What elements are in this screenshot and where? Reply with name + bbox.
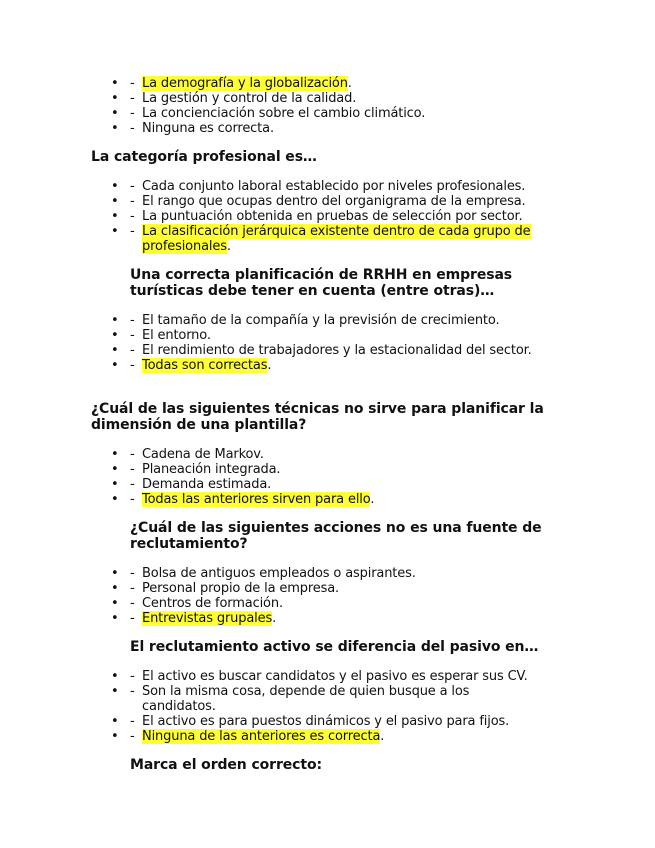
dash: -	[130, 328, 135, 343]
bullet: •	[111, 492, 119, 507]
option-list	[0, 566, 655, 626]
dash: -	[130, 209, 135, 224]
bullet: •	[111, 343, 119, 358]
list-item	[0, 462, 542, 477]
dash: -	[130, 729, 135, 744]
dash: -	[130, 106, 135, 121]
highlighted-answer: Todas las anteriores sirven para ello	[142, 492, 371, 507]
highlighted-answer: La clasificación jerárquica existente dentro de cada grupo de profesionales	[142, 224, 531, 254]
bullet: •	[111, 179, 119, 194]
bullet: •	[111, 581, 119, 596]
option-text: El activo es buscar candidatos y el pasivo es esperar sus CV.	[142, 669, 528, 684]
dash: -	[130, 684, 135, 699]
list-item	[0, 566, 542, 581]
option-text: Personal propio de la empresa.	[142, 581, 340, 596]
dash: -	[130, 343, 135, 358]
list-item	[0, 714, 542, 729]
list-item	[0, 358, 542, 373]
bullet: •	[111, 106, 119, 121]
bullet: •	[111, 714, 119, 729]
option-text: Demanda estimada.	[142, 477, 272, 492]
dash: -	[130, 714, 135, 729]
question-heading: ¿Cuál de las siguientes acciones no es una fuente de reclutamiento?	[130, 520, 542, 552]
bullet: •	[111, 121, 119, 136]
bullet: •	[111, 447, 119, 462]
list-item	[0, 194, 542, 209]
list-item	[0, 611, 542, 626]
list-item	[0, 596, 542, 611]
option-suffix: .	[267, 358, 272, 373]
bullet: •	[111, 596, 119, 611]
list-item	[0, 477, 542, 492]
option-text: El rango que ocupas dentro del organigrama de la empresa.	[142, 194, 526, 209]
bullet: •	[111, 611, 119, 626]
option-suffix: .	[347, 76, 352, 91]
option-list	[0, 313, 655, 373]
option-suffix: .	[226, 239, 231, 254]
option-text: La puntuación obtenida en pruebas de selección por sector.	[142, 209, 523, 224]
option-text: La gestión y control de la calidad.	[142, 91, 357, 106]
dash: -	[130, 121, 135, 136]
option-text: Planeación integrada.	[142, 462, 281, 477]
dash: -	[130, 669, 135, 684]
option-list	[0, 179, 655, 254]
dash: -	[130, 447, 135, 462]
option-text: El entorno.	[142, 328, 211, 343]
dash: -	[130, 91, 135, 106]
bullet: •	[111, 566, 119, 581]
bullet: •	[111, 328, 119, 343]
list-item	[0, 328, 542, 343]
highlighted-answer: Entrevistas grupales	[142, 611, 273, 626]
option-list	[0, 447, 655, 507]
question-heading: ¿Cuál de las siguientes técnicas no sirve para planificar la dimensión de una plantilla?	[91, 401, 544, 433]
dash: -	[130, 76, 135, 91]
option-text: Ninguna es correcta.	[142, 121, 274, 136]
dash: -	[130, 492, 135, 507]
option-suffix: .	[272, 611, 277, 626]
list-item	[0, 581, 542, 596]
question-heading: Marca el orden correcto:	[130, 757, 322, 773]
highlighted-answer: Ninguna de las anteriores es correcta	[142, 729, 381, 744]
dash: -	[130, 581, 135, 596]
bullet: •	[111, 313, 119, 328]
highlighted-answer: La demografía y la globalización	[142, 76, 348, 91]
list-item	[0, 91, 542, 106]
list-item	[0, 447, 542, 462]
option-text: Son la misma cosa, depende de quien busque a los candidatos.	[142, 684, 470, 714]
list-item	[0, 729, 542, 744]
list-item	[0, 224, 542, 254]
bullet: •	[111, 477, 119, 492]
list-item	[0, 76, 542, 91]
option-suffix: .	[380, 729, 385, 744]
dash: -	[130, 179, 135, 194]
bullet: •	[111, 194, 119, 209]
list-item	[0, 669, 542, 684]
option-list	[0, 76, 655, 136]
dash: -	[130, 462, 135, 477]
bullet: •	[111, 729, 119, 744]
dash: -	[130, 596, 135, 611]
dash: -	[130, 194, 135, 209]
option-text: El tamaño de la compañía y la previsión de crecimiento.	[142, 313, 500, 328]
question-heading: El reclutamiento activo se diferencia del pasivo en…	[130, 639, 539, 655]
dash: -	[130, 611, 135, 626]
bullet: •	[111, 224, 119, 239]
option-suffix: .	[370, 492, 375, 507]
dash: -	[130, 566, 135, 581]
bullet: •	[111, 76, 119, 91]
dash: -	[130, 358, 135, 373]
dash: -	[130, 313, 135, 328]
list-item	[0, 209, 542, 224]
question-heading: La categoría profesional es…	[91, 149, 317, 165]
question-heading: Una correcta planificación de RRHH en empresas turísticas debe tener en cuenta (entre otras)…	[130, 267, 513, 299]
highlighted-answer: Todas son correctas	[142, 358, 268, 373]
option-text: Centros de formación.	[142, 596, 283, 611]
list-item	[0, 313, 542, 328]
list-item	[0, 343, 542, 358]
list-item	[0, 684, 542, 714]
option-text: Cada conjunto laboral establecido por niveles profesionales.	[142, 179, 526, 194]
dash: -	[130, 224, 135, 239]
list-item	[0, 106, 542, 121]
bullet: •	[111, 462, 119, 477]
bullet: •	[111, 91, 119, 106]
option-list	[0, 669, 655, 744]
option-text: Bolsa de antiguos empleados o aspirantes.	[142, 566, 416, 581]
option-text: El rendimiento de trabajadores y la estacionalidad del sector.	[142, 343, 532, 358]
bullet: •	[111, 209, 119, 224]
bullet: •	[111, 669, 119, 684]
list-item	[0, 492, 542, 507]
option-text: La concienciación sobre el cambio climático.	[142, 106, 426, 121]
bullet: •	[111, 358, 119, 373]
list-item	[0, 121, 542, 136]
list-item	[0, 179, 542, 194]
bullet: •	[111, 684, 119, 699]
option-text: Cadena de Markov.	[142, 447, 264, 462]
dash: -	[130, 477, 135, 492]
option-text: El activo es para puestos dinámicos y el pasivo para fijos.	[142, 714, 510, 729]
